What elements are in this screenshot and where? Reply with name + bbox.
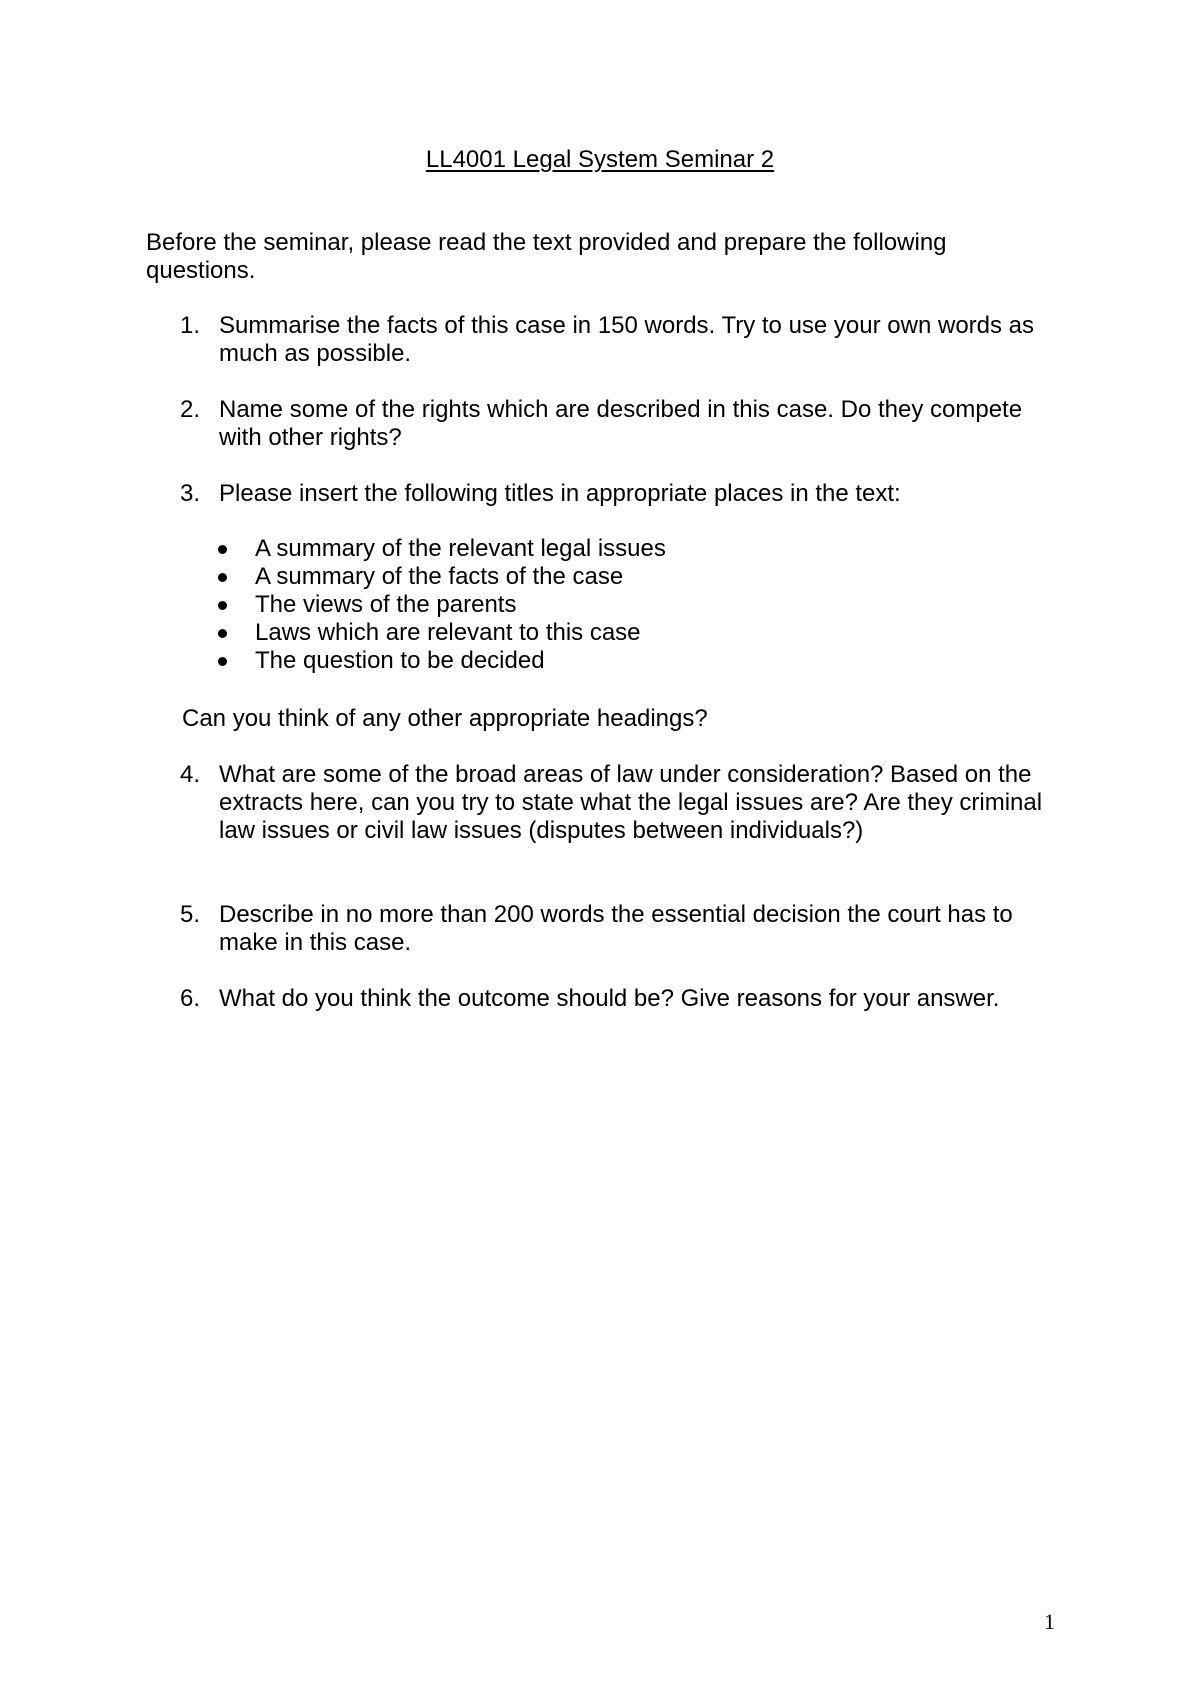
list-item-text: A summary of the facts of the case — [255, 563, 624, 590]
document-title: LL4001 Legal System Seminar 2 — [425, 146, 775, 173]
list-item — [218, 647, 1018, 675]
list-item-text: The views of the parents — [255, 591, 517, 618]
list-item-text: Laws which are relevant to this case — [255, 619, 641, 646]
bullet-icon — [218, 601, 227, 610]
intro-paragraph: Before the seminar, please read the text provided and prepare the following questions. — [146, 229, 947, 284]
question-number: 4. — [180, 761, 201, 788]
question-text: Summarise the facts of this case in 150 words. Try to use your own words as much as possible. — [219, 312, 1035, 367]
question-number: 3. — [180, 480, 201, 507]
question-text: Please insert the following titles in appropriate places in the text: — [219, 480, 901, 507]
list-item — [218, 591, 1018, 619]
list-item — [218, 619, 1018, 647]
question-number: 6. — [180, 985, 201, 1012]
question-text: Name some of the rights which are described in this case. Do they compete with other rights? — [219, 396, 1023, 451]
question-number: 2. — [180, 396, 201, 423]
list-item-text: The question to be decided — [255, 647, 545, 674]
bullet-icon — [218, 573, 227, 582]
question-number: 5. — [180, 901, 201, 928]
list-item-text: A summary of the relevant legal issues — [255, 535, 666, 562]
list-item — [218, 535, 1018, 563]
page-number: 1 — [1044, 1609, 1055, 1634]
extra-headings-question: Can you think of any other appropriate headings? — [182, 705, 708, 732]
question-text: What do you think the outcome should be? Give reasons for your answer. — [219, 985, 1000, 1012]
list-item — [218, 563, 1018, 591]
bullet-icon — [218, 629, 227, 638]
titles-list — [218, 535, 1018, 675]
question-text: Describe in no more than 200 words the essential decision the court has to make in this case. — [219, 901, 1013, 956]
bullet-icon — [218, 657, 227, 666]
question-text: What are some of the broad areas of law under consideration? Based on the extracts here, can you try to state what the legal issues are? Are they criminal law issues or civil law issues (disputes between individuals?) — [219, 761, 1043, 844]
bullet-icon — [218, 545, 227, 554]
question-number: 1. — [180, 312, 201, 339]
